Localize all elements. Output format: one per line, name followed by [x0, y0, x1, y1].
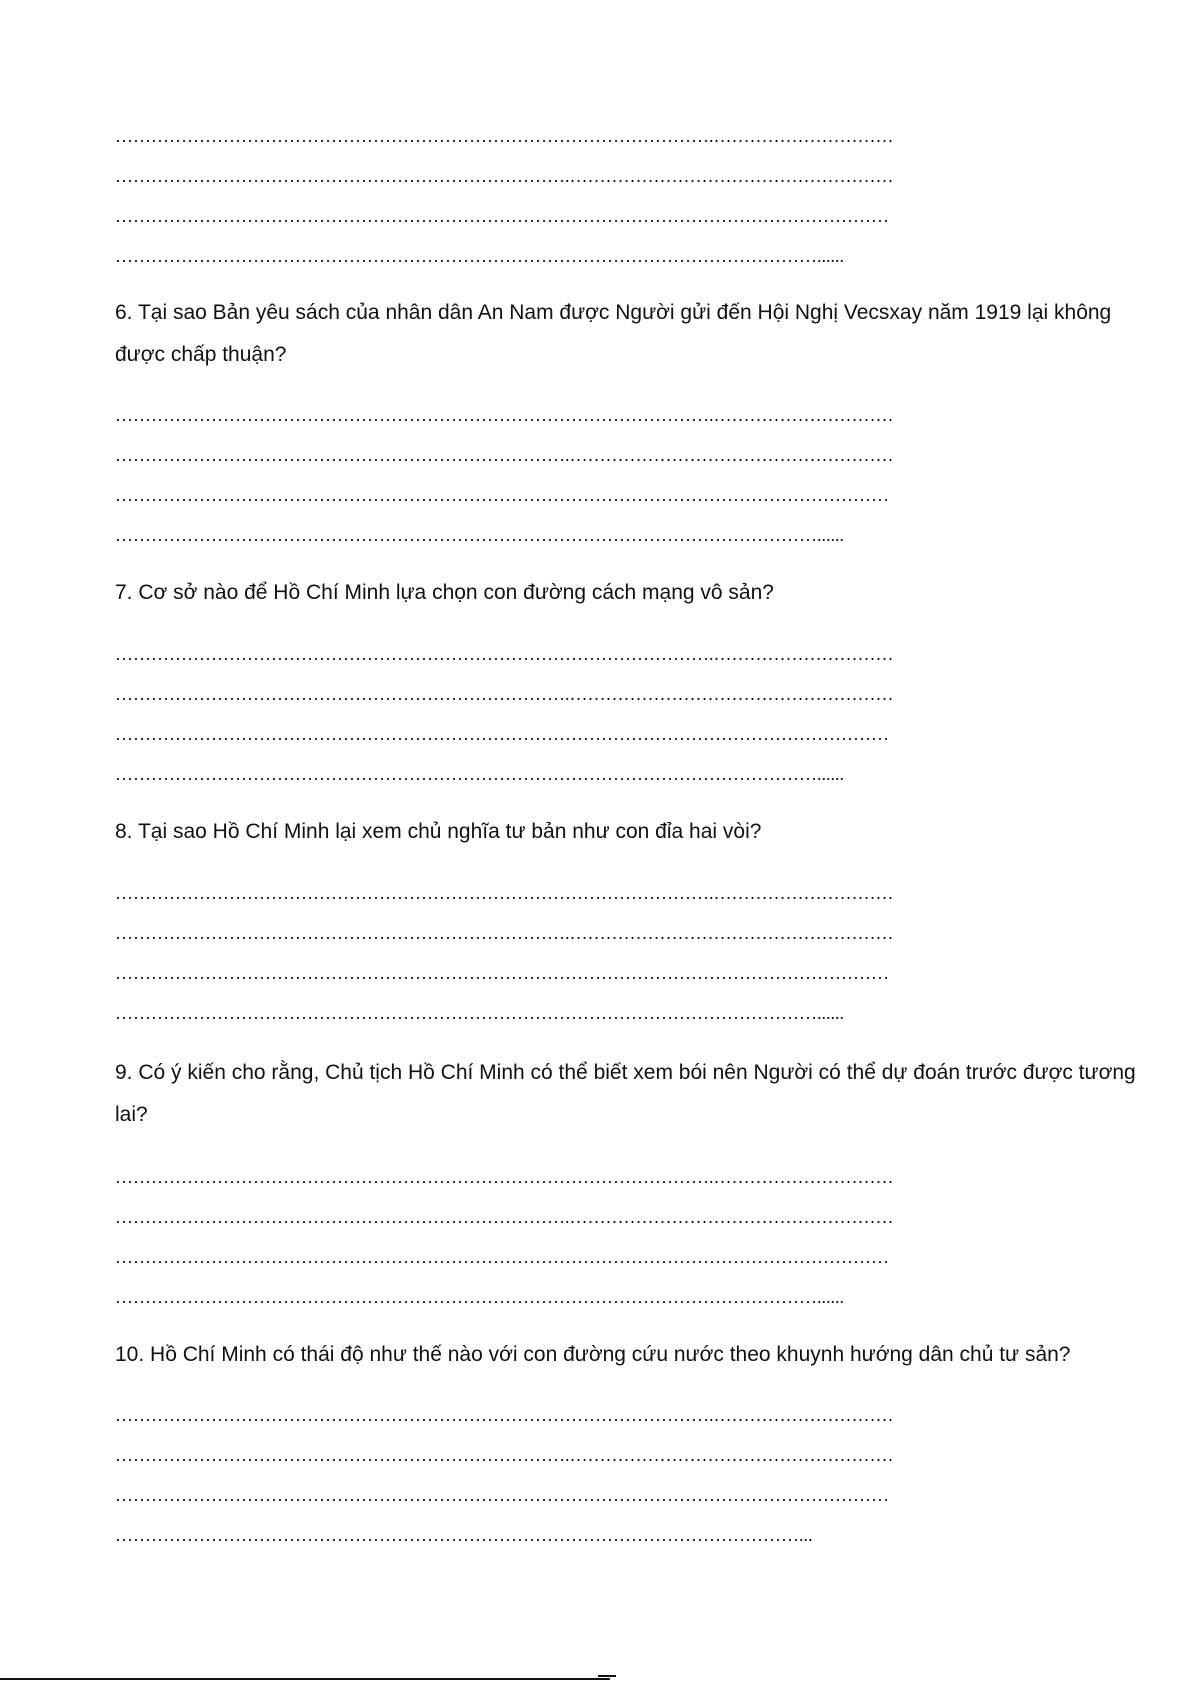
answer-line[interactable]: ……………………………………………………………………………………….………………………… [115, 405, 894, 425]
answer-line[interactable]: ……………………………………………………………………………………….………………………… [115, 1405, 894, 1425]
answer-line[interactable]: ………………………………………………………………….……………………………………………… [115, 684, 894, 704]
answer-lines-6 [115, 395, 1135, 555]
question-10: 10. Hồ Chí Minh có thái độ như thế nào với con đường cứu nước theo khuynh hướng dân chủ tư sản? [115, 1343, 1071, 1366]
answer-lines-9 [115, 1157, 1135, 1317]
answer-lines-7 [115, 634, 1135, 794]
answer-line[interactable]: ………………………………………………………………………………………………………………… [115, 485, 889, 505]
answer-line[interactable]: ………………………………………………………………………………………………………...... [115, 1287, 844, 1307]
answer-line[interactable]: ………………………………………………………………….……………………………………………… [115, 923, 894, 943]
answer-lines-10 [115, 1395, 1135, 1555]
question-6: 6. Tại sao Bản yêu sách của nhân dân An Nam được Người gửi đến Hội Nghị Vecsxay năm 1919 lại không được chấp thuận? [115, 301, 1112, 366]
answer-line[interactable]: ……………………………………………………………………………………….………………………… [115, 1167, 894, 1187]
answer-line[interactable]: ………………………………………………………………………………………………………………… [115, 963, 889, 983]
answer-line[interactable]: ………………………………………………………………………………………………………...... [115, 525, 844, 545]
answer-line[interactable]: ……………………………………………………………………………………….………………………… [115, 126, 894, 146]
answer-lines-5 [115, 116, 1135, 276]
answer-line[interactable]: ………………………………………………………………….……………………………………………… [115, 166, 894, 186]
answer-line[interactable]: ……………………………………………………………………………………….………………………… [115, 644, 894, 664]
answer-line[interactable]: ……………………………………………………………………………………………………... [115, 1525, 813, 1545]
answer-line[interactable]: ………………………………………………………………………………………………………...... [115, 246, 844, 266]
answer-line[interactable]: ………………………………………………………………….……………………………………………… [115, 1207, 894, 1227]
answer-lines-8 [115, 873, 1135, 1033]
answer-line[interactable]: ………………………………………………………………………………………………………………… [115, 1485, 889, 1505]
answer-line[interactable]: ………………………………………………………………….……………………………………………… [115, 1445, 894, 1465]
answer-line[interactable]: ………………………………………………………………………………………………………………… [115, 206, 889, 226]
footer-rule [0, 1678, 610, 1680]
footer-mark [598, 1675, 616, 1677]
answer-line[interactable]: ………………………………………………………………….……………………………………………… [115, 445, 894, 465]
question-9: 9. Có ý kiến cho rằng, Chủ tịch Hồ Chí Minh có thể biết xem bói nên Người có thể dự đoán trước được tương lai? [115, 1061, 1136, 1126]
answer-line[interactable]: ………………………………………………………………………………………………………...... [115, 764, 844, 784]
answer-line[interactable]: ………………………………………………………………………………………………………...... [115, 1003, 844, 1023]
question-7: 7. Cơ sở nào để Hồ Chí Minh lựa chọn con đường cách mạng vô sản? [115, 581, 774, 604]
question-8: 8. Tại sao Hồ Chí Minh lại xem chủ nghĩa tư bản như con đỉa hai vòi? [115, 820, 762, 843]
answer-line[interactable]: ………………………………………………………………………………………………………………… [115, 724, 889, 744]
answer-line[interactable]: ………………………………………………………………………………………………………………… [115, 1247, 889, 1267]
answer-line[interactable]: ……………………………………………………………………………………….………………………… [115, 883, 894, 903]
